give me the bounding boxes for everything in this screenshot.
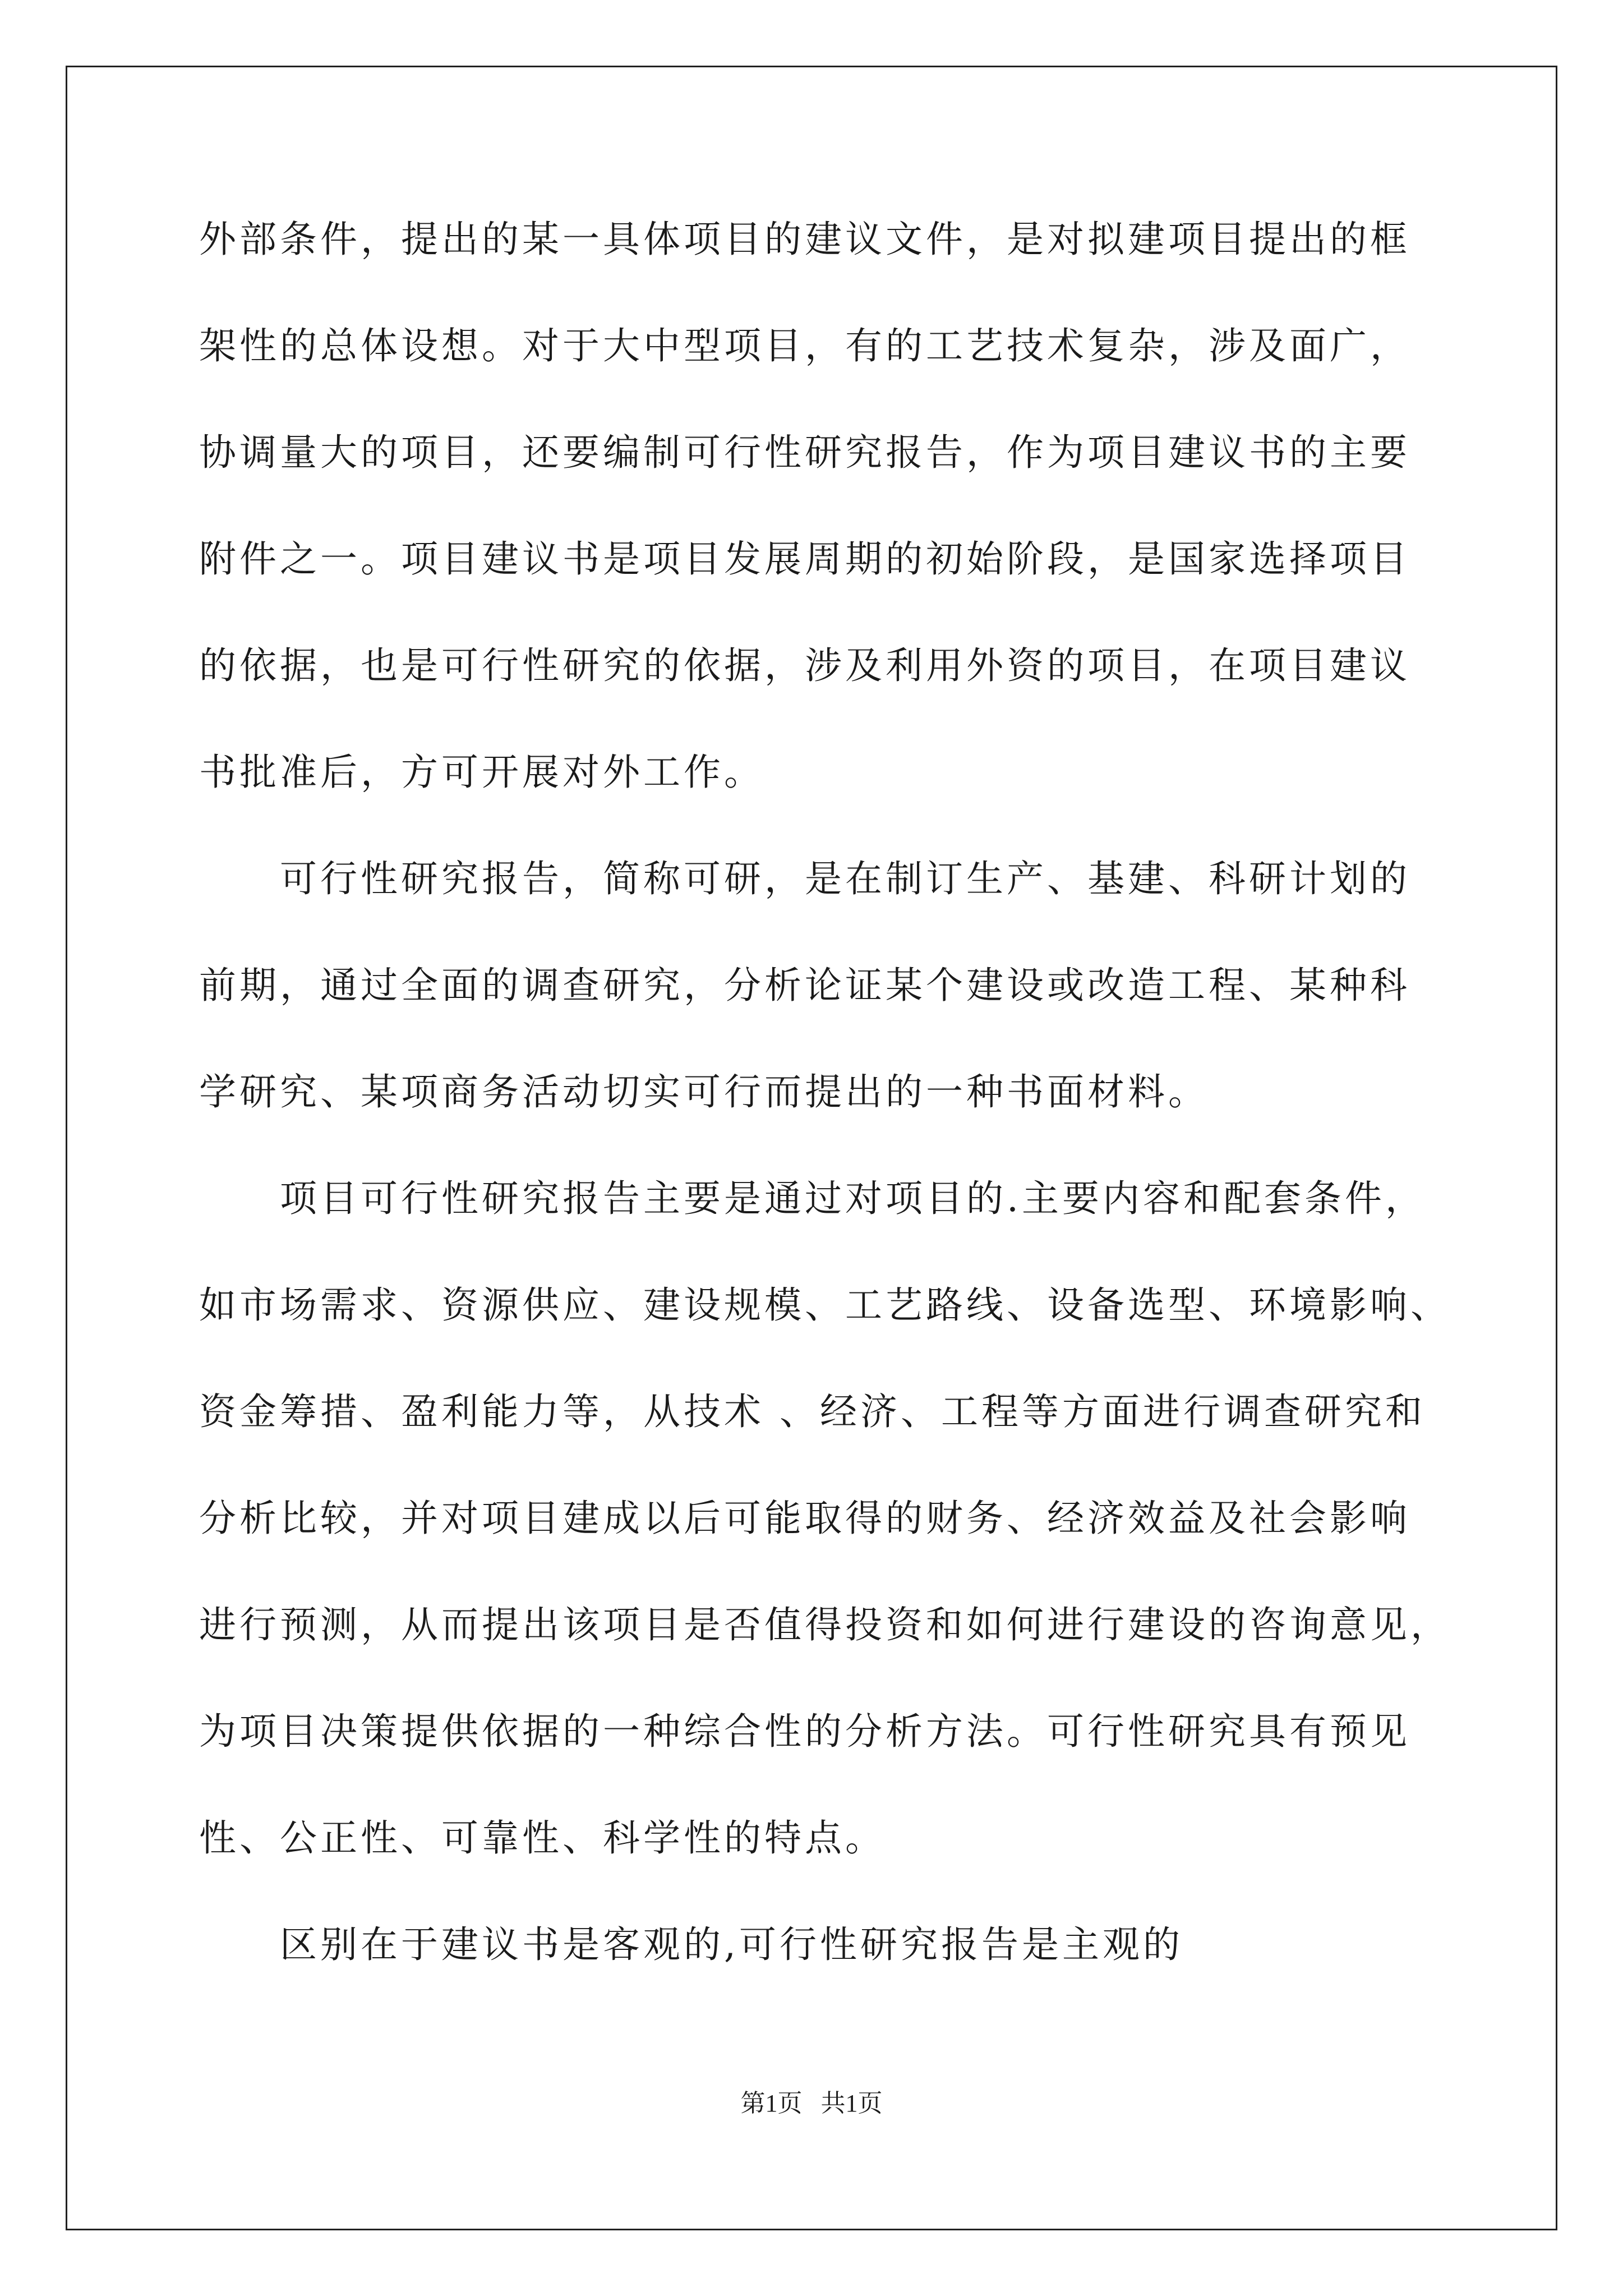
paragraph-first-line: 区别在于建议书是客观的,可行性研究报告是主观的 bbox=[280, 1923, 1183, 1966]
text-line: 前期，通过全面的调查研究，分析论证某个建设或改造工程、某种科 bbox=[199, 964, 1410, 1007]
text-line: 如市场需求、资源供应、建设规模、工艺路线、设备选型、环境影响、 bbox=[199, 1283, 1451, 1327]
text-line: 外部条件，提出的某一具体项目的建议文件，是对拟建项目提出的框 bbox=[199, 218, 1410, 261]
text-line: 资金筹措、盈利能力等，从技术 、经济、工程等方面进行调查研究和 bbox=[199, 1390, 1426, 1433]
text-line: 书批准后，方可开展对外工作。 bbox=[199, 751, 764, 794]
text-line: 分析比较，并对项目建成以后可能取得的财务、经济效益及社会影响 bbox=[199, 1497, 1410, 1540]
document-body bbox=[199, 213, 1451, 2025]
text-line: 性、公正性、可靠性、科学性的特点。 bbox=[199, 1816, 886, 1860]
text-line: 附件之一。项目建议书是项目发展周期的初始阶段，是国家选择项目 bbox=[199, 537, 1410, 581]
paragraph-first-line: 可行性研究报告，简称可研，是在制订生产、基建、科研计划的 bbox=[280, 857, 1410, 900]
page-number-footer: 第1页 共1页 bbox=[740, 2090, 883, 2117]
text-line: 为项目决策提供依据的一种综合性的分析方法。可行性研究具有预见 bbox=[199, 1710, 1410, 1753]
text-line: 架性的总体设想。对于大中型项目，有的工艺技术复杂，涉及面广， bbox=[199, 324, 1410, 367]
text-line: 进行预测，从而提出该项目是否值得投资和如何进行建设的咨询意见， bbox=[199, 1603, 1451, 1646]
text-line: 学研究、某项商务活动切实可行而提出的一种书面材料。 bbox=[199, 1070, 1209, 1114]
text-line: 的依据，也是可行性研究的依据，涉及利用外资的项目，在项目建议 bbox=[199, 644, 1410, 687]
paragraph-first-line: 项目可行性研究报告主要是通过对项目的.主要内容和配套条件， bbox=[280, 1177, 1426, 1220]
text-line: 协调量大的项目，还要编制可行性研究报告，作为项目建议书的主要 bbox=[199, 431, 1410, 474]
